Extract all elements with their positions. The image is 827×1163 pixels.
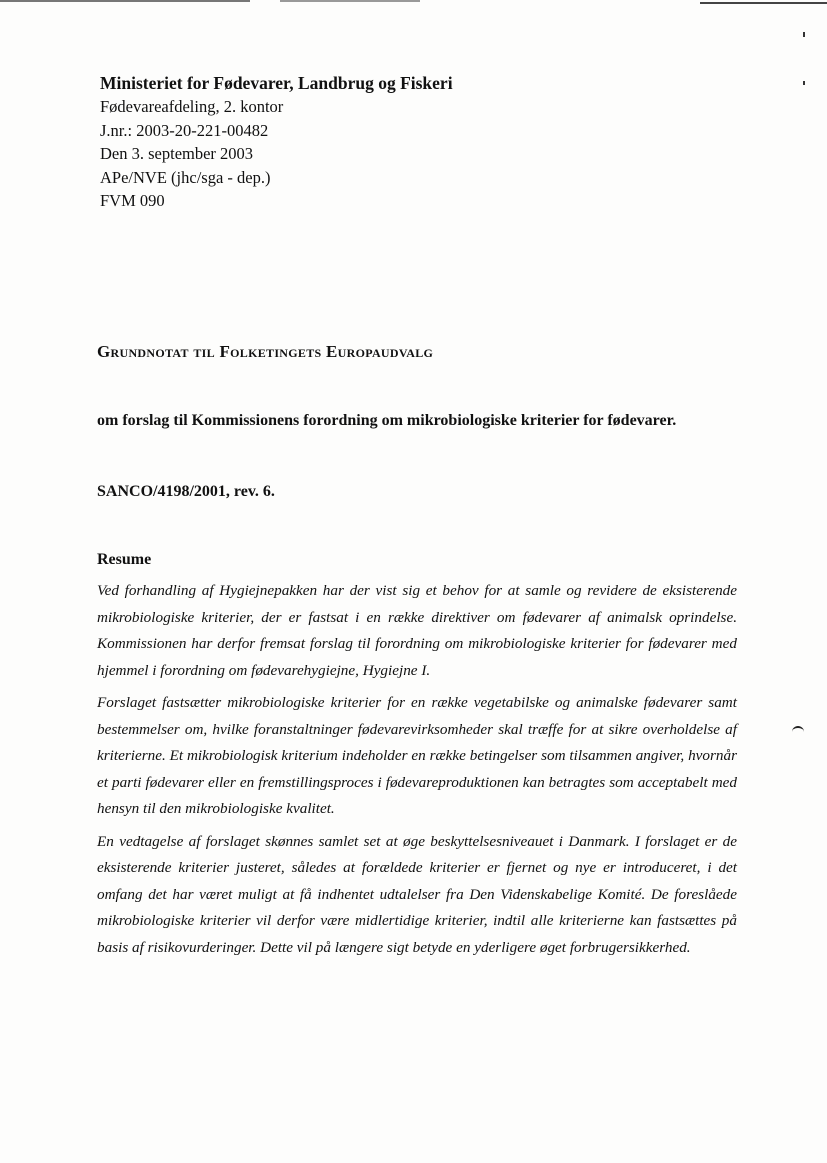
scan-edge-line-right (700, 2, 827, 4)
reference-number: SANCO/4198/2001, rev. 6. (97, 483, 275, 500)
department-line: Fødevareafdeling, 2. kontor (100, 97, 284, 116)
scan-edge-line-middle (280, 0, 420, 2)
resume-body (97, 578, 737, 967)
resume-paragraph: Forslaget fastsætter mikrobiologiske kriterier for en række vegetabilske og animalske fødevarer samt bestemmelser om, hvilke foranstaltninger fødevarevirksomheder skal træffe for at sikre overholdelse af kriterierne. Et mikrobiologisk kriterium indeholder en række betingelser som tilsammen angiver, hvornår et parti fødevarer eller en fremstillingsproces i fødevareproduktionen kan betragtes som acceptabelt med hensyn til den mikrobiologiske kvalitet. (97, 694, 737, 817)
ministry-name: Ministeriet for Fødevarer, Landbrug og Fiskeri (100, 73, 453, 93)
letterhead (100, 71, 453, 213)
resume-heading: Resume (97, 551, 152, 568)
document-title: Grundnotat til Folketingets Europaudvalg (97, 342, 434, 361)
journal-number: J.nr.: 2003-20-221-00482 (100, 120, 269, 140)
document-code: FVM 090 (100, 191, 165, 210)
scan-dot (803, 81, 805, 85)
document-subtitle: om forslag til Kommissionens forordning om mikrobiologiske kriterier for fødevarer. (97, 412, 677, 429)
resume-paragraph: Ved forhandling af Hygiejnepakken har der vist sig et behov for at samle og revidere de eksisterende mikrobiologiske kriterier, der er fastsat i en række direktiver om fødevarer af animalsk oprindelse. Kommissionen har derfor fremsat forslag til forordning om mikrobiologiske kriterier for fødevarer med hjemmel i forordning om fødevarehygiejne, Hygiejne I. (97, 582, 737, 679)
resume-paragraph: En vedtagelse af forslaget skønnes samlet set at øge beskyttelsesniveauet i Danmark. I forslaget er de eksisterende kriterier justeret, således at forældede kriterier er fjernet og nye er introduceret, i det omfang det har været muligt at få indhentet udtalelser fra Den Videnskabelige Komité. De foreslåede mikrobiologiske kriterier vil derfor være midlertidige kriterier, indtil alle kriterierne kan fastsættes på basis af risikovurderinger. Dette vil på længere sigt betyde en yderligere øget forbrugersikkerhed. (97, 832, 737, 956)
initials-line: APe/NVE (jhc/sga - dep.) (100, 167, 271, 187)
document-date: Den 3. september 2003 (100, 144, 254, 163)
scan-speck (792, 726, 804, 734)
scan-dot (803, 32, 805, 37)
scan-edge-line-left (0, 0, 250, 2)
